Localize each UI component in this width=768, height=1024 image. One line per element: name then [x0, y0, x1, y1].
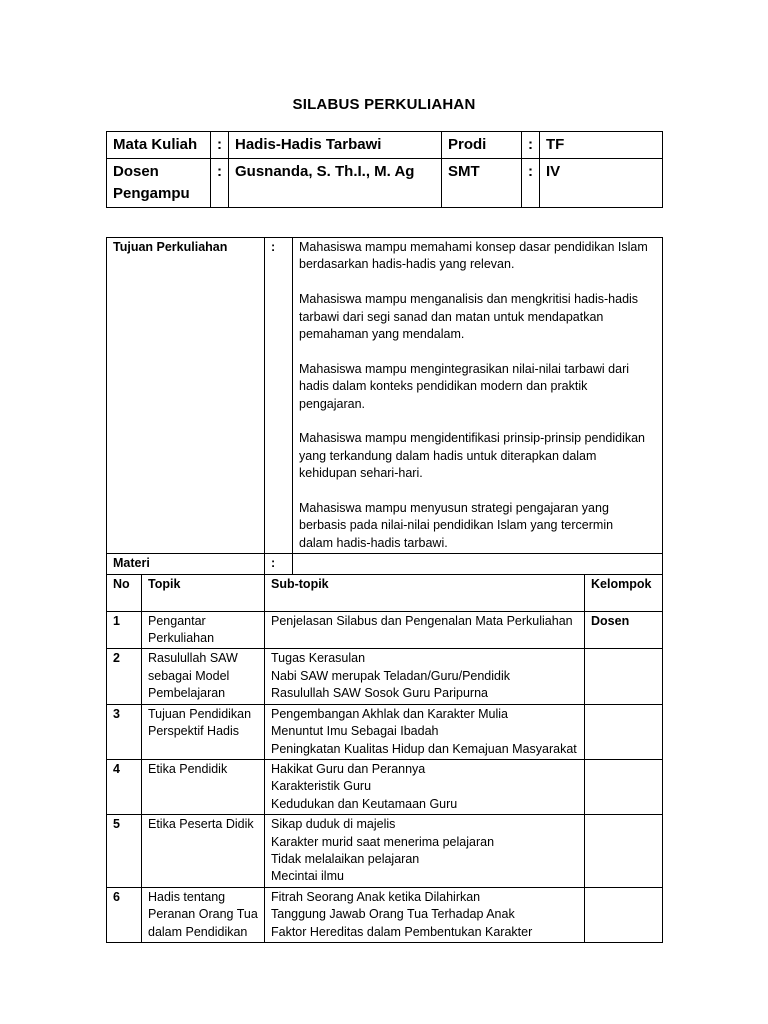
- syllabus-table: [106, 237, 663, 943]
- topic-title-line: Hadis tentang: [148, 889, 226, 904]
- colon: :: [211, 132, 229, 159]
- objective-line: tarbawi dari segi sanad dan matan untuk mendapatkan: [299, 309, 604, 324]
- subtopic-item: Sikap duduk di majelis: [271, 817, 396, 832]
- topic-row: [107, 704, 663, 759]
- topic-number: 1: [107, 611, 142, 649]
- subtopic-list: [265, 759, 585, 814]
- subtopic-item: Nabi SAW merupak Teladan/Guru/Pendidik: [271, 668, 511, 683]
- subtopic-list: [265, 887, 585, 942]
- topic-number: 2: [107, 649, 142, 704]
- subtopic-list: [265, 704, 585, 759]
- dosen-label-line: Pengampu: [113, 185, 190, 202]
- dosen-value: Gusnanda, S. Th.I., M. Ag: [229, 159, 442, 208]
- topic-group: [585, 649, 663, 704]
- materi-content: [293, 554, 663, 574]
- objective-paragraph: [299, 500, 656, 552]
- objective-line: Mahasiswa mampu menyusun strategi pengajaran yang: [299, 501, 609, 516]
- objective-line: hadis dalam konteks pendidikan modern dan praktik: [299, 379, 588, 394]
- topic-title-line: Perspektif Hadis: [148, 724, 240, 739]
- topic-row: [107, 815, 663, 888]
- tujuan-content: [293, 238, 663, 554]
- column-header-row: [107, 574, 663, 611]
- objective-line: Mahasiswa mampu mengintegrasikan nilai-nilai tarbawi dari: [299, 361, 630, 376]
- smt-label: SMT: [442, 159, 522, 208]
- tujuan-colon: :: [265, 238, 293, 554]
- objective-line: berdasarkan hadis-hadis yang relevan.: [299, 257, 515, 272]
- objective-line: Mahasiswa mampu mengidentifikasi prinsip-prinsip pendidikan: [299, 431, 646, 446]
- subtopic-item: Peningkatan Kualitas Hidup dan Kemajuan Masyarakat: [271, 741, 577, 756]
- objective-paragraph: [299, 361, 656, 413]
- materi-row: [107, 554, 663, 574]
- dosen-label-line: Dosen: [113, 163, 159, 180]
- objective-line: dalam hadis-hadis tarbawi.: [299, 535, 448, 550]
- col-header-subtopik: Sub-topik: [265, 574, 585, 611]
- objective-line: Mahasiswa mampu memahami konsep dasar pendidikan Islam: [299, 240, 648, 254]
- subtopic-item: Pengembangan Akhlak dan Karakter Mulia: [271, 706, 508, 721]
- subtopic-item: Faktor Hereditas dalam Pembentukan Karakter: [271, 924, 533, 939]
- subtopic-item: Mecintai ilmu: [271, 869, 344, 884]
- subtopic-list: [265, 611, 585, 649]
- colon: :: [211, 159, 229, 208]
- subtopic-item: Tugas Kerasulan: [271, 651, 366, 666]
- topic-title-line: Etika Peserta Didik: [148, 817, 254, 832]
- objective-line: Mahasiswa mampu menganalisis dan mengkritisi hadis-hadis: [299, 292, 639, 307]
- objective-line: yang terkandung dalam hadis untuk diterapkan dalam: [299, 448, 597, 463]
- topic-title-line: Peranan Orang Tua: [148, 907, 258, 922]
- mata-kuliah-label: Mata Kuliah: [107, 132, 211, 159]
- topic-title: [142, 649, 265, 704]
- topic-group: [585, 815, 663, 888]
- dosen-label: [107, 159, 211, 208]
- tujuan-row: [107, 238, 663, 554]
- topic-title-line: Pengantar: [148, 613, 206, 628]
- topic-title: [142, 815, 265, 888]
- topic-title: [142, 759, 265, 814]
- topic-number: 5: [107, 815, 142, 888]
- topic-title-line: Tujuan Pendidikan: [148, 706, 252, 721]
- document-title: SILABUS PERKULIAHAN: [292, 96, 476, 113]
- topic-title-line: sebagai Model: [148, 668, 230, 683]
- topic-group: [585, 887, 663, 942]
- subtopic-item: Tanggung Jawab Orang Tua Terhadap Anak: [271, 907, 515, 922]
- prodi-value: TF: [540, 132, 663, 159]
- materi-colon: :: [265, 554, 293, 574]
- topic-number: 3: [107, 704, 142, 759]
- topic-row: [107, 887, 663, 942]
- objective-line: kehidupan sehari-hari.: [299, 466, 423, 481]
- mata-kuliah-value: Hadis-Hadis Tarbawi: [229, 132, 442, 159]
- objective-line: pemahaman yang mendalam.: [299, 327, 465, 342]
- topic-row: [107, 611, 663, 649]
- objective-paragraph: [299, 291, 656, 343]
- topic-group: [585, 759, 663, 814]
- subtopic-item: Fitrah Seorang Anak ketika Dilahirkan: [271, 889, 481, 904]
- prodi-label: Prodi: [442, 132, 522, 159]
- subtopic-item: Rasulullah SAW Sosok Guru Paripurna: [271, 686, 488, 701]
- topic-number: 4: [107, 759, 142, 814]
- topic-title-line: Pembelajaran: [148, 686, 226, 701]
- topic-title-line: Rasulullah SAW: [148, 651, 238, 666]
- subtopic-item: Tidak melalaikan pelajaran: [271, 851, 420, 866]
- topic-title-line: Perkuliahan: [148, 631, 215, 646]
- course-info-table: [106, 131, 663, 208]
- lecturer-row: [107, 159, 663, 208]
- topic-title-line: dalam Pendidikan: [148, 924, 248, 939]
- subtopic-list: [265, 815, 585, 888]
- subtopic-item: Menuntut Imu Sebagai Ibadah: [271, 724, 439, 739]
- topic-number: 6: [107, 887, 142, 942]
- course-row: [107, 132, 663, 159]
- topic-group: [585, 704, 663, 759]
- subtopic-item: Hakikat Guru dan Perannya: [271, 761, 426, 776]
- col-header-kelompok: Kelompok: [585, 574, 663, 611]
- colon: :: [522, 159, 540, 208]
- objective-paragraph: [299, 430, 656, 482]
- subtopic-item: Karakteristik Guru: [271, 779, 372, 794]
- colon: :: [522, 132, 540, 159]
- subtopic-list: [265, 649, 585, 704]
- col-header-no: No: [107, 574, 142, 611]
- topic-title-line: Etika Pendidik: [148, 761, 228, 776]
- subtopic-item: Penjelasan Silabus dan Pengenalan Mata Perkuliahan: [271, 613, 573, 628]
- subtopic-item: Kedudukan dan Keutamaan Guru: [271, 796, 458, 811]
- topic-row: [107, 759, 663, 814]
- objective-line: berbasis pada nilai-nilai pendidikan Islam yang tercermin: [299, 518, 614, 533]
- objective-paragraph: [299, 239, 656, 274]
- materi-label: Materi: [107, 554, 265, 574]
- topic-title: [142, 611, 265, 649]
- topic-row: [107, 649, 663, 704]
- subtopic-item: Karakter murid saat menerima pelajaran: [271, 834, 495, 849]
- tujuan-label: Tujuan Perkuliahan: [107, 238, 265, 554]
- objective-line: pengajaran.: [299, 396, 366, 411]
- smt-value: IV: [540, 159, 663, 208]
- topic-title: [142, 887, 265, 942]
- col-header-topik: Topik: [142, 574, 265, 611]
- topic-group: Dosen: [585, 611, 663, 649]
- topic-title: [142, 704, 265, 759]
